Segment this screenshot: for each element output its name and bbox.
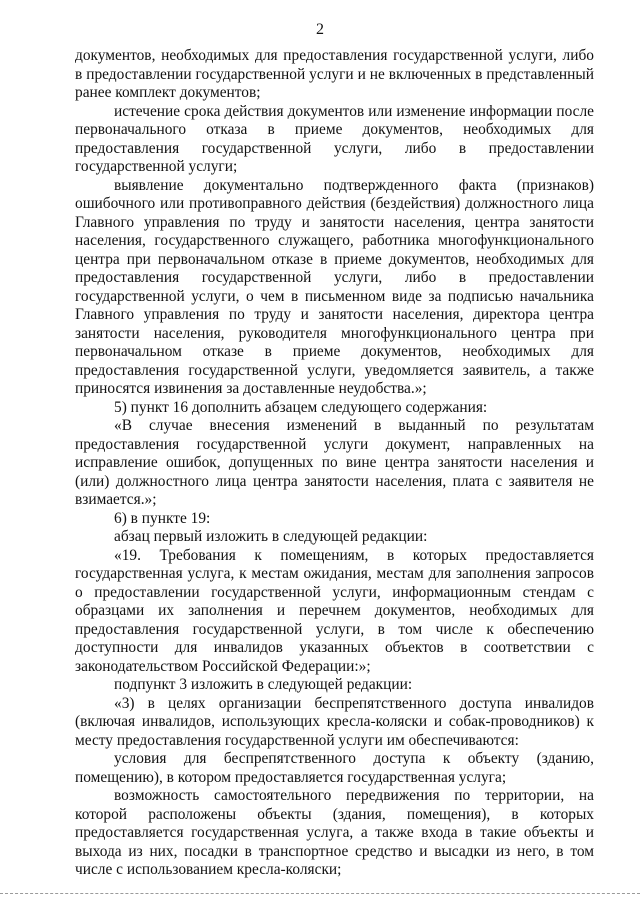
paragraph: документов, необходимых для предоставления государственной услуги, либо в предоставлении государственной услуги и не включенных в представленный ранее комплект документов; bbox=[75, 47, 594, 101]
paragraph: выявление документально подтвержденного факта (признаков) ошибочного или противоправного действия (бездействия) должностного лица Главного управления по труду и занятости населения, центра занятости населения, государственного служащего, работника многофункционального центра при первоначальном отказе в приеме документов, необходимых для предоставления государственной услуги, либо в предоставлении государственной услуги, о чем в письменном виде за подписью начальника Главного управления по труду и занятости населения, директора центра занятости населения, руководителя многофункционального центра при первоначальном отказе в приеме документов, необходимых для предоставления государственной услуги, уведомляется заявитель, а также приносятся извинения за доставленные неудобства.»; bbox=[75, 176, 594, 397]
page-bottom-rule bbox=[0, 893, 640, 894]
paragraph: подпункт 3 изложить в следующей редакции: bbox=[114, 676, 413, 693]
paragraph: «19. Требования к помещениям, в которых предоставляется государственная услуга, к местам ожидания, местам для заполнения запросов о предоставлении государственной услуги, информационным стендам с образцами их заполнения и перечнем документов, необходимых для предоставления государственной услуги, в том числе к обеспечению доступности для инвалидов указанных объектов в соответствии с законодательством Российской Федерации:»; bbox=[75, 546, 594, 675]
paragraph: абзац первый изложить в следующей редакции: bbox=[114, 528, 428, 545]
paragraph: 6) в пункте 19: bbox=[114, 509, 211, 527]
paragraph: 5) пункт 16 дополнить абзацем следующего содержания: bbox=[114, 398, 488, 416]
paragraph: «В случае внесения изменений в выданный по результатам предоставления государственной услуги документ, направленных на исправление ошибок, допущенных по вине центра занятости населения и (или) должностного лица центра занятости населения, плата с заявителя не взимается.»; bbox=[75, 417, 594, 508]
paragraph: условия для беспрепятственного доступа к объекту (зданию, помещению), в котором предоставляется государственная услуга; bbox=[75, 750, 594, 786]
paragraph: «3) в целях организации беспрепятственного доступа инвалидов (включая инвалидов, использующих кресла-коляски и собак-проводников) к месту предоставления государственной услуги им обеспечиваются: bbox=[75, 694, 594, 749]
page-number: 2 bbox=[316, 21, 324, 38]
paragraph: истечение срока действия документов или изменение информации после первоначального отказа в приеме документов, необходимых для предоставления государственной услуги, либо в предоставлении государственной услуги; bbox=[75, 102, 594, 175]
paragraph: возможность самостоятельного передвижения по территории, на которой расположены объекты (здания, помещения), в которых предоставляется государственная услуга, а также входа в такие объекты и выхода из них, посадки в транспортное средство и высадки из него, в том числе с использованием кресла-коляски; bbox=[75, 787, 594, 878]
document-body bbox=[75, 47, 594, 880]
